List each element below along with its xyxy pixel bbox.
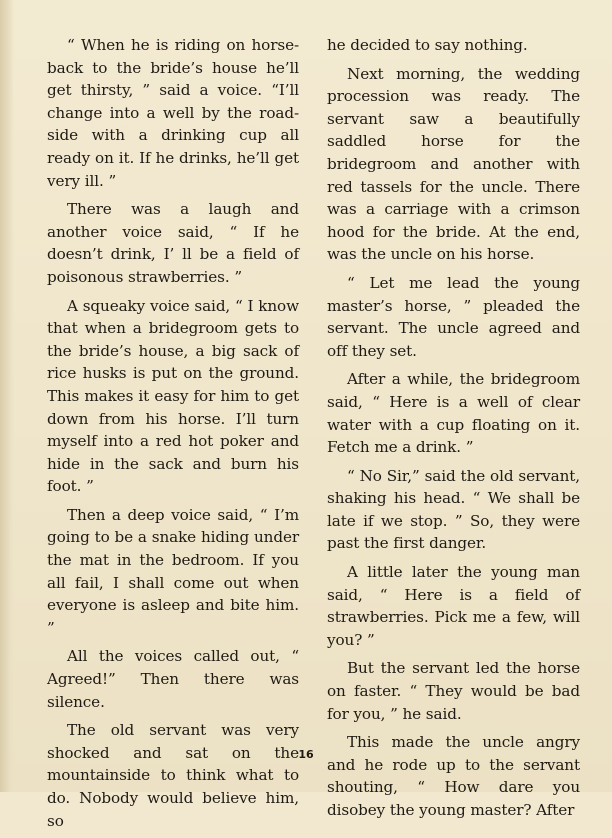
paragraph: Next morning, the wedding procession was ready. The servant saw a beautifully saddled horse for the bridegroom and another with red tassels for the uncle. There was a carriage with a crimson hood for the bride. At the end, was the uncle on his horse. <box>327 64 580 264</box>
continued-paragraph: he decided to say nothing. <box>327 36 528 54</box>
page-binding-edge <box>0 0 14 792</box>
paragraph: Then a deep voice said, “ I’m going to be a snake hiding under the mat in the bedroom. If you all fail, I shall come out when everyone is asleep and bite him. ” <box>47 505 299 637</box>
paragraph: The old servant was very shocked and sat on the mountainside to think what to do. Nobody would believe him, so <box>47 721 299 830</box>
left-text-column <box>47 34 299 838</box>
right-text-column <box>327 34 580 828</box>
page-number: 16 <box>298 748 314 761</box>
paragraph: But the servant led the horse on faster. “ They would be bad for you, ” he said. <box>327 659 580 723</box>
paragraph: A little later the young man said, “ Here is a field of strawberries. Pick me a few, will you? ” <box>327 563 580 649</box>
paragraph: There was a laugh and another voice said, “ If he doesn’t drink, I’ ll be a field of poisonous strawberries. ” <box>47 200 299 286</box>
paragraph: A squeaky voice said, “ I know that when a bridegroom gets to the bride’s house, a big sack of rice husks is put on the ground. This makes it easy for him to get down from his horse. I’ll turn myself into a red hot poker and hide in the sack and burn his foot. ” <box>47 296 299 496</box>
paragraph: “ When he is riding on horse-back to the bride’s house he’ll get thirsty, ” said a voice. “I’ll change into a well by the road-side with a drinking cup all ready on it. If he drinks, he’ll get very ill. ” <box>47 36 299 190</box>
paragraph: “ No Sir,” said the old servant, shaking his head. “ We shall be late if we stop. ” So, they were past the first danger. <box>327 466 580 553</box>
paragraph: After a while, the bridegroom said, “ Here is a well of clear water with a cup floating on it. Fetch me a drink. ” <box>327 370 580 457</box>
paragraph: All the voices called out, “ Agreed!” Then there was silence. <box>47 647 299 711</box>
paragraph: This made the uncle angry and he rode up to the servant shouting, “ How dare you disobey the young master? After <box>327 733 580 819</box>
paragraph: “ Let me lead the young master’s horse, ” pleaded the servant. The uncle agreed and off they set. <box>327 273 580 360</box>
